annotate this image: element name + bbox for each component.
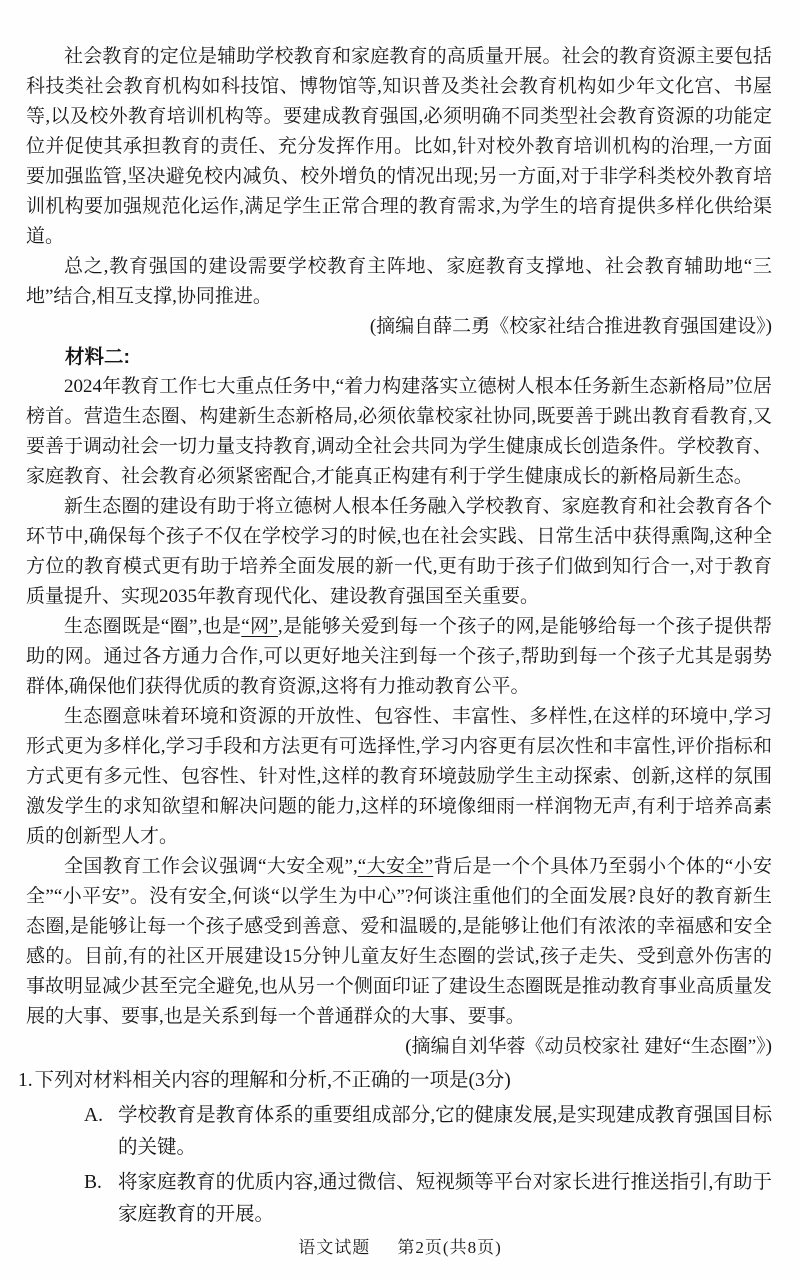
text-segment: (摘编自薛二勇《校家社结合推进教育强国建设》) [369, 316, 772, 337]
page-footer [0, 1233, 800, 1258]
question-1 [18, 1065, 772, 1231]
footer-page-number: 第2页(共8页) [397, 1238, 502, 1257]
text-segment: ,是能够关爱到每一个孩子的网,是能够给每一个孩子提供帮助的网。通过各方通力合作,可以更好地关注到每一个孩子,帮助到每一个孩子尤其是弱势群体,确保他们获得优质的教育资源,这将有力推动教育公平。 [26, 616, 772, 697]
reading-material [26, 42, 772, 1062]
option-label: B. [84, 1172, 102, 1193]
text-segment: (摘编自刘华蓉《动员校家社 建好“生态圈”》) [405, 1036, 772, 1057]
text-segment: 社会教育的定位是辅助学校教育和家庭教育的高质量开展。社会的教育资源主要包括科技类社会教育机构如科技馆、博物馆等,知识普及类社会教育机构如少年文化宫、书屋等,以及校外教育培训机构等。要建成教育强国,必须明确不同类型社会教育资源的功能定位并促使其承担教育的责任、充分发挥作用。比如,针对校外教育培训机构的治理,一方面要加强监管,坚决避免校内减负、校外增负的情况出现;另一方面,对于非学科类校外教育培训机构要加强规范化运作,满足学生正常合理的教育需求,为学生的培育提供多样化供给渠道。 [26, 46, 772, 247]
underlined-term: “网” [241, 616, 278, 637]
material-paragraph [26, 852, 772, 1032]
option-label: A. [84, 1105, 103, 1126]
text-segment: 2024年教育工作七大重点任务中,“着力构建落实立德树人根本任务新生态新格局”位居榜首。营造生态圈、构建新生态新格局,必须依靠校家社协同,既要善于跳出教育看教育,又要善于调动社会一切力量支持教育,调动全社会共同为学生健康成长创造条件。学校教育、家庭教育、社会教育必须紧密配合,才能真正构建有利于学生健康成长的新格局新生态。 [26, 376, 772, 487]
option-b [26, 1167, 772, 1231]
text-segment: 生态圈意味着环境和资源的开放性、包容性、丰富性、多样性,在这样的环境中,学习形式更为多样化,学习手段和方法更有可选择性,学习内容更有层次性和丰富性,评价指标和方式更有多元性、包容性、针对性,这样的教育环境鼓励学生主动探索、创新,这样的氛围激发学生的求知欲望和解决问题的能力,这样的环境像细雨一样润物无声,有利于培养高素质的创新型人才。 [26, 706, 772, 847]
material-paragraph [26, 252, 772, 312]
question-stem: 下列对材料相关内容的理解和分析,不正确的一项是(3分) [34, 1070, 511, 1091]
text-segment: 新生态圈的建设有助于将立德树人根本任务融入学校教育、家庭教育和社会教育各个环节中,确保每个孩子不仅在学校学习的时候,也在社会实践、日常生活中获得熏陶,这种全方位的教育模式更有助于培养全面发展的新一代,更有助于孩子们做到知行合一,对于教育质量提升、实现2035年教育现代化、建设教育强国至关重要。 [26, 496, 772, 607]
underlined-term: “大安全” [357, 856, 434, 877]
source-citation [26, 1032, 772, 1062]
text-segment: 生态圈既是“圈”,也是 [64, 616, 242, 637]
material-paragraph [26, 702, 772, 852]
option-text: 将家庭教育的优质内容,通过微信、短视频等平台对家长进行推送指引,有助于家庭教育的开展。 [118, 1172, 772, 1225]
material-paragraph [26, 612, 772, 702]
option-a [26, 1100, 772, 1164]
material-paragraph [26, 492, 772, 612]
text-segment: 总之,教育强国的建设需要学校教育主阵地、家庭教育支撑地、社会教育辅助地“三地”结合,相互支撑,协同推进。 [26, 256, 772, 307]
material-paragraph [26, 372, 772, 492]
question-number: 1. [18, 1070, 33, 1091]
question-stem-row [18, 1065, 772, 1097]
material-two-heading [26, 342, 772, 372]
text-segment: 材料二: [65, 346, 130, 368]
question-options [26, 1100, 772, 1231]
material-paragraph [26, 42, 772, 252]
footer-exam-title: 语文试题 [298, 1238, 371, 1257]
option-text: 学校教育是教育体系的重要组成部分,它的健康发展,是实现建成教育强国目标的关键。 [118, 1105, 772, 1158]
text-segment: 全国教育工作会议强调“大安全观”, [64, 856, 358, 877]
text-segment: 背后是一个个具体乃至弱小个体的“小安全”“小平安”。没有安全,何谈“以学生为中心”?何谈注重他们的全面发展?良好的教育新生态圈,是能够让每一个孩子感受到善意、爱和温暖的,是能够让他们有浓浓的幸福感和安全感的。目前,有的社区开展建设15分钟儿童友好生态圈的尝试,孩子走失、受到意外伤害的事故明显减少甚至完全避免,也从另一个侧面印证了建设生态圈既是推动教育事业高质量发展的大事、要事,也是关系到每一个普通群众的大事、要事。 [26, 856, 772, 1027]
source-citation [26, 312, 772, 342]
